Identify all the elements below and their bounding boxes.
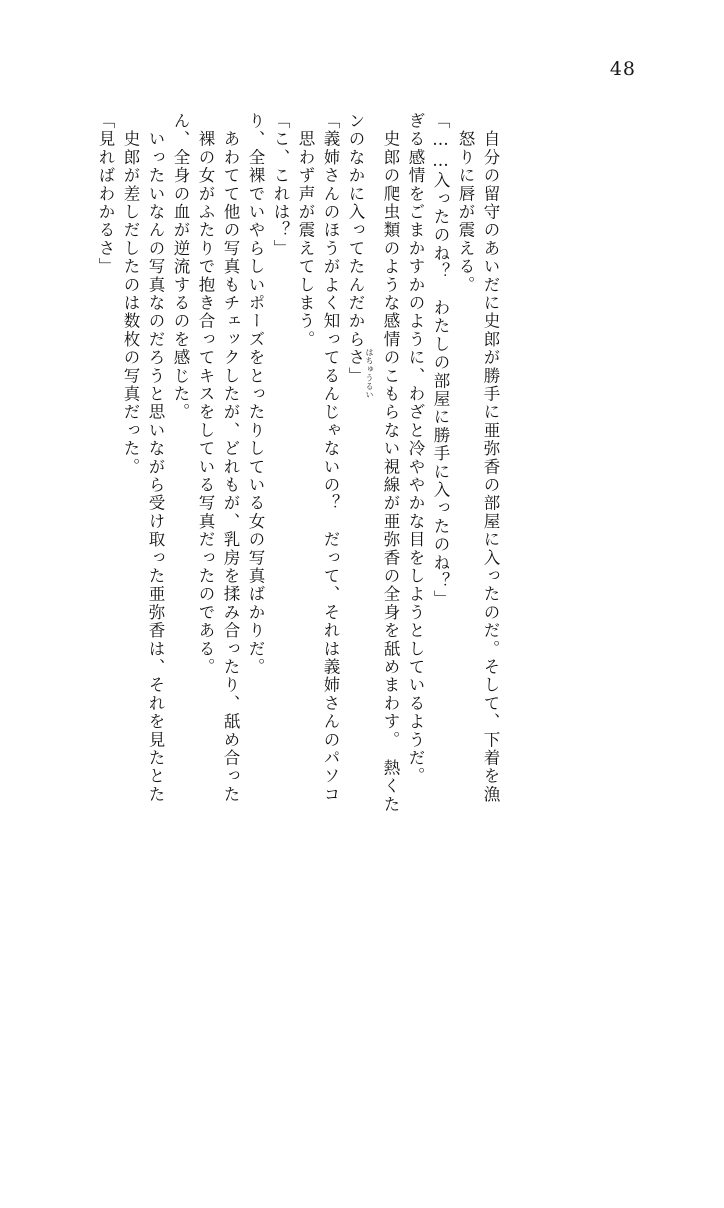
text-line: 「こ、これは？」 [271,112,290,258]
text-line: 思わず声が震えてしまう。 [296,112,315,349]
page-number: 48 [609,58,636,80]
ruby-annotation: はちゅうるい [365,348,374,399]
text-line: 裸の女がふたりで抱き合ってキスをしている写真だったのである。 [196,112,215,677]
text-line: 怒りに唇が震える。 [456,112,475,294]
text-line: あわてて他の写真もチェックしたが、どれもが、乳房を揉み合ったり、舐め合った [221,112,240,804]
text-line: ンのなかに入ってたんだからさ」 [346,112,365,385]
text-line: ぎる感情をごまかすかのように、わざと冷ややかな目をしようとしているようだ。 [406,112,425,786]
text-line: いったいなんの写真なのだろうと思いながら受け取った亜弥香は、それを見たとた [146,112,165,804]
text-line: 史郎が差しだしたのは数枚の写真だった。 [121,112,140,476]
text-line: 史郎の爬虫類のような感情のこもらない視線が亜弥香の全身を舐めまわす。 熱くた [381,112,400,814]
text-line: 「……入ったのね？ わたしの部屋に勝手に入ったのね？」 [431,112,450,609]
text-line: り、全裸でいやらしいポーズをとったりしている女の写真ばかりだ。 [246,112,265,677]
text-line: ん、全身の血が逆流するのを感じた。 [171,112,190,422]
vertical-text-block [88,112,648,982]
text-line: 「義姉さんのほうがよく知ってるんじゃないの？ だって、それは義姉さんのパソコ [321,112,340,804]
text-line: 「見ればわかるさ」 [96,112,115,276]
text-line: 自分の留守のあいだに史郎が勝手に亜弥香の部屋に入ったのだ。そして、下着を漁 [481,112,500,804]
